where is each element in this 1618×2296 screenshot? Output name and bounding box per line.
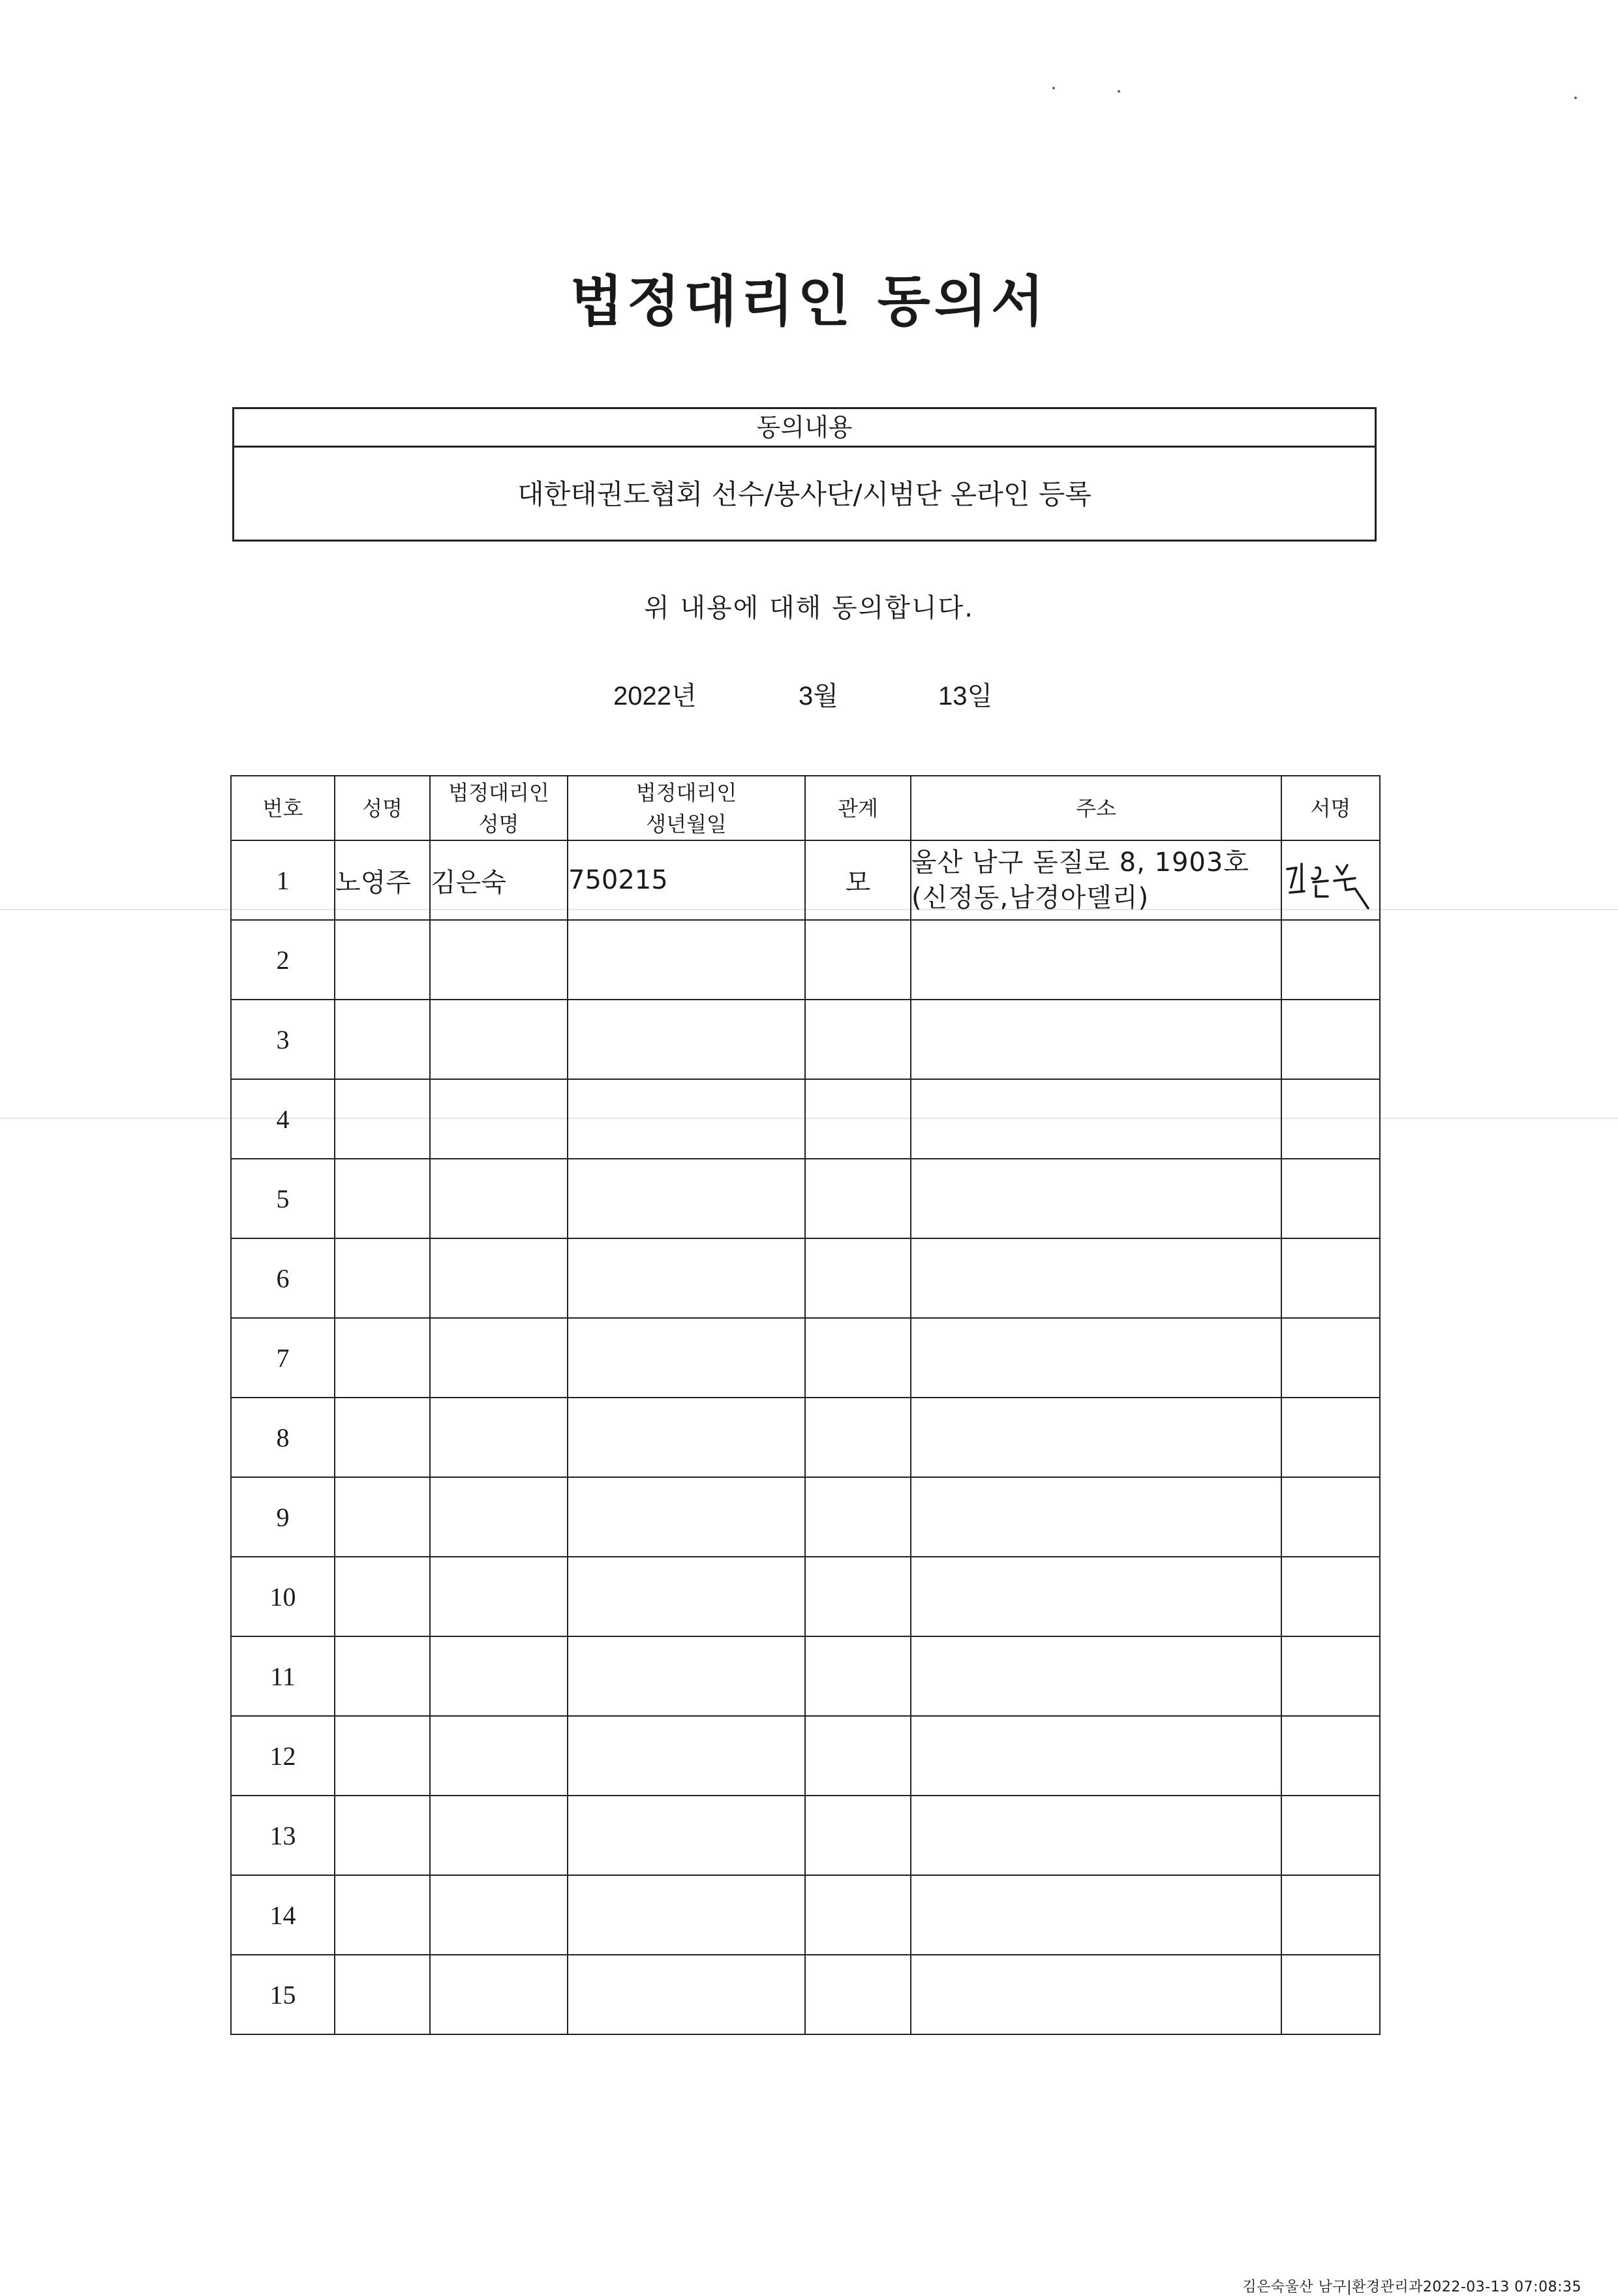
header-number: 번호 (231, 776, 335, 840)
cell-guardian-birth (568, 1079, 805, 1159)
row-number: 6 (231, 1238, 335, 1318)
cell-relation (805, 1000, 911, 1079)
cell-name (335, 1955, 430, 2034)
cell-name (335, 1238, 430, 1318)
cell-guardian-birth: 750215 (568, 840, 805, 920)
cell-relation: 모 (805, 840, 911, 920)
scan-footer-stamp: 김은숙울산 남구|환경관리과2022-03-13 07:08:35 (1242, 2279, 1581, 2295)
cell-relation (805, 1875, 911, 1955)
cell-address (911, 1796, 1281, 1875)
cell-signature (1281, 1318, 1380, 1398)
cell-relation (805, 1238, 911, 1318)
cell-address (911, 1079, 1281, 1159)
table-row (231, 1636, 1380, 1716)
cell-guardian-name (430, 1398, 568, 1477)
document-title: 법정대리인 동의서 (570, 269, 1048, 333)
cell-guardian-birth (568, 920, 805, 1000)
cell-relation (805, 920, 911, 1000)
cell-signature (1281, 1796, 1380, 1875)
cell-guardian-name (430, 1557, 568, 1636)
row-number: 7 (231, 1318, 335, 1398)
cell-guardian-birth (568, 1318, 805, 1398)
date-day: 13일 (938, 682, 993, 711)
header-guardian-name: 법정대리인 성명 (430, 776, 568, 840)
cell-signature (1281, 1398, 1380, 1477)
row-number: 8 (231, 1398, 335, 1477)
cell-address (911, 1955, 1281, 2034)
cell-address (911, 1318, 1281, 1398)
row-number: 4 (231, 1079, 335, 1159)
table-row (231, 1796, 1380, 1875)
cell-guardian-birth (568, 1000, 805, 1079)
scan-speck (1574, 97, 1577, 99)
guardian-consent-table (230, 775, 1381, 2035)
cell-name (335, 1000, 430, 1079)
cell-signature (1281, 1955, 1380, 2034)
cell-guardian-name (430, 1159, 568, 1238)
cell-address (911, 1557, 1281, 1636)
cell-guardian-name (430, 920, 568, 1000)
cell-relation (805, 1159, 911, 1238)
cell-relation (805, 1398, 911, 1477)
cell-guardian-birth (568, 1796, 805, 1875)
header-signature: 서명 (1281, 776, 1380, 840)
table-row (231, 1477, 1380, 1557)
cell-guardian-name (430, 1716, 568, 1796)
cell-address (911, 1636, 1281, 1716)
cell-signature (1281, 1238, 1380, 1318)
table-row (231, 1238, 1380, 1318)
cell-address (911, 1875, 1281, 1955)
row-number: 1 (231, 840, 335, 920)
cell-guardian-name (430, 1318, 568, 1398)
cell-relation (805, 1557, 911, 1636)
cell-signature (1281, 1636, 1380, 1716)
cell-signature (1281, 1477, 1380, 1557)
cell-signature (1281, 1159, 1380, 1238)
header-relation: 관계 (805, 776, 911, 840)
cell-address (911, 1398, 1281, 1477)
row-number: 14 (231, 1875, 335, 1955)
table-row (231, 1875, 1380, 1955)
table-row (231, 1318, 1380, 1398)
table-row (231, 1955, 1380, 2034)
cell-relation (805, 1955, 911, 2034)
cell-name (335, 1875, 430, 1955)
row-number: 11 (231, 1636, 335, 1716)
cell-guardian-birth (568, 1636, 805, 1716)
table-body (231, 840, 1380, 2034)
cell-guardian-birth (568, 1398, 805, 1477)
cell-guardian-birth (568, 1238, 805, 1318)
cell-guardian-name (430, 1875, 568, 1955)
handwritten-signature (1282, 844, 1380, 916)
scan-speck (1118, 90, 1120, 93)
row-number: 3 (231, 1000, 335, 1079)
cell-guardian-name (430, 1000, 568, 1079)
cell-relation (805, 1079, 911, 1159)
cell-signature (1281, 840, 1380, 920)
cell-guardian-birth (568, 1875, 805, 1955)
header-address: 주소 (911, 776, 1281, 840)
cell-relation (805, 1716, 911, 1796)
cell-name (335, 1716, 430, 1796)
cell-guardian-name: 김은숙 (430, 840, 568, 920)
row-number: 5 (231, 1159, 335, 1238)
cell-signature (1281, 1716, 1380, 1796)
cell-relation (805, 1477, 911, 1557)
row-number: 13 (231, 1796, 335, 1875)
cell-address (911, 1477, 1281, 1557)
cell-guardian-name (430, 1238, 568, 1318)
cell-address (911, 1238, 1281, 1318)
cell-name (335, 1398, 430, 1477)
table-row (231, 920, 1380, 1000)
date-year: 2022년 (613, 682, 697, 711)
cell-relation (805, 1318, 911, 1398)
cell-guardian-name (430, 1079, 568, 1159)
cell-guardian-name (430, 1477, 568, 1557)
cell-signature (1281, 1079, 1380, 1159)
cell-name (335, 1636, 430, 1716)
consent-content-text: 대한태권도협회 선수/봉사단/시범단 온라인 등록 (517, 478, 1091, 510)
cell-name (335, 1557, 430, 1636)
header-name: 성명 (335, 776, 430, 840)
cell-guardian-birth (568, 1955, 805, 2034)
table-row (231, 840, 1380, 920)
cell-guardian-name (430, 1955, 568, 2034)
cell-name (335, 1318, 430, 1398)
cell-name (335, 1477, 430, 1557)
table-row (231, 1079, 1380, 1159)
cell-address: 울산 남구 돋질로 8, 1903호(신정동,남경아델리) (911, 840, 1281, 920)
row-number: 15 (231, 1955, 335, 2034)
table-row (231, 1159, 1380, 1238)
cell-name (335, 1159, 430, 1238)
row-number: 2 (231, 920, 335, 1000)
consent-content-box (232, 407, 1377, 542)
table-header-row (231, 776, 1380, 840)
consent-content-heading: 동의내용 (234, 409, 1375, 448)
table-row (231, 1557, 1380, 1636)
date-month: 3월 (799, 682, 838, 711)
cell-relation (805, 1796, 911, 1875)
table-row (231, 1398, 1380, 1477)
cell-name: 노영주 (335, 840, 430, 920)
cell-address (911, 920, 1281, 1000)
cell-signature (1281, 1557, 1380, 1636)
table-row (231, 1000, 1380, 1079)
agreement-statement: 위 내용에 대해 동의합니다. (644, 593, 974, 623)
cell-name (335, 1079, 430, 1159)
cell-guardian-name (430, 1796, 568, 1875)
table-row (231, 1716, 1380, 1796)
cell-signature (1281, 920, 1380, 1000)
cell-address (911, 1716, 1281, 1796)
row-number: 10 (231, 1557, 335, 1636)
cell-signature (1281, 1875, 1380, 1955)
cell-guardian-name (430, 1636, 568, 1716)
cell-guardian-birth (568, 1557, 805, 1636)
cell-guardian-birth (568, 1159, 805, 1238)
row-number: 9 (231, 1477, 335, 1557)
cell-name (335, 920, 430, 1000)
cell-address (911, 1159, 1281, 1238)
cell-relation (805, 1636, 911, 1716)
cell-guardian-birth (568, 1716, 805, 1796)
header-guardian-birth: 법정대리인 생년월일 (568, 776, 805, 840)
cell-signature (1281, 1000, 1380, 1079)
cell-address (911, 1000, 1281, 1079)
scan-speck (1052, 87, 1055, 89)
cell-name (335, 1796, 430, 1875)
row-number: 12 (231, 1716, 335, 1796)
cell-guardian-birth (568, 1477, 805, 1557)
